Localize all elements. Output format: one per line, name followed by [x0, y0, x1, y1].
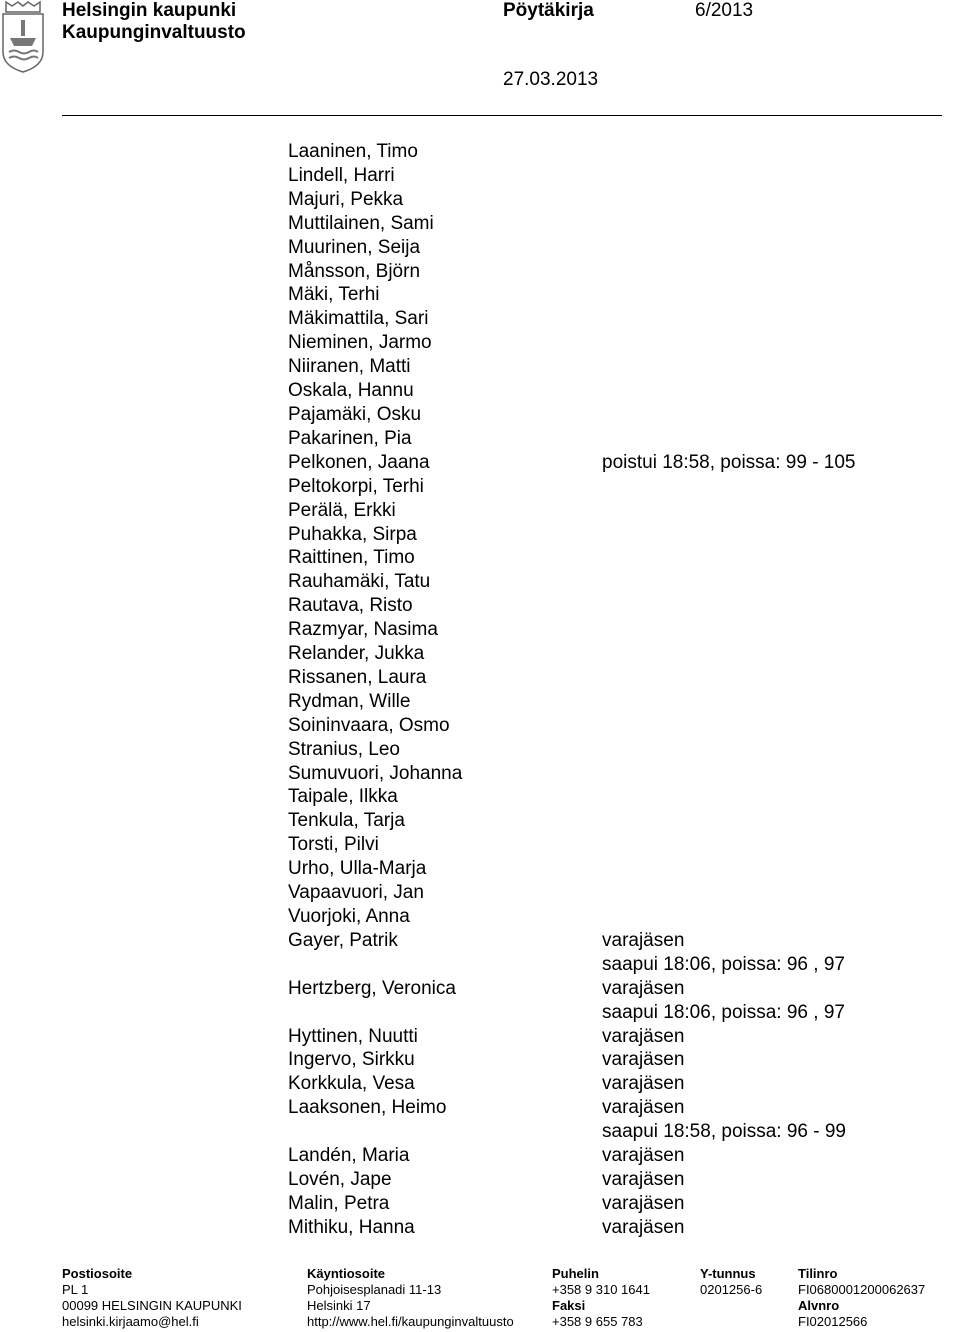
- attendance-note: saapui 18:06, poissa: 96 , 97: [602, 1001, 845, 1023]
- organization-name: Helsingin kaupunki: [62, 0, 237, 21]
- attendance-note: saapui 18:06, poissa: 96 , 97: [602, 953, 845, 975]
- attendance-row: [288, 785, 928, 809]
- member-name: Soininvaara, Osmo: [288, 714, 450, 736]
- footer-heading: Puhelin: [552, 1266, 599, 1281]
- member-name: Urho, Ulla-Marja: [288, 858, 427, 880]
- member-name: Puhakka, Sirpa: [288, 523, 417, 545]
- footer-phone: [552, 1266, 650, 1330]
- attendance-row: [288, 403, 928, 427]
- member-name: Gayer, Patrik: [288, 929, 398, 951]
- attendance-row: [288, 164, 928, 188]
- footer-heading: Y-tunnus: [700, 1266, 756, 1281]
- member-name: Pakarinen, Pia: [288, 427, 412, 449]
- footer-heading: Käyntiosoite: [307, 1266, 386, 1281]
- header-divider: [62, 115, 942, 116]
- footer-line: Helsinki 17: [307, 1298, 371, 1313]
- member-name: Razmyar, Nasima: [288, 619, 438, 641]
- attendance-row: [288, 857, 928, 881]
- attendance-row: [288, 953, 928, 977]
- attendance-row: [288, 809, 928, 833]
- member-name: Vapaavuori, Jan: [288, 882, 424, 904]
- footer-line: 0201256-6: [700, 1282, 763, 1297]
- attendance-row: [288, 475, 928, 499]
- attendance-row: [288, 212, 928, 236]
- footer-heading: Alvnro: [798, 1298, 840, 1313]
- attendance-note: varajäsen: [602, 1192, 685, 1214]
- attendance-row: [288, 1120, 928, 1144]
- attendance-row: [288, 355, 928, 379]
- attendance-note: varajäsen: [602, 1097, 685, 1119]
- member-name: Korkkula, Vesa: [288, 1073, 415, 1095]
- attendance-row: [288, 188, 928, 212]
- footer-business-id: [700, 1266, 762, 1298]
- attendance-row: [288, 1001, 928, 1025]
- member-name: Laaksonen, Heimo: [288, 1097, 447, 1119]
- footer-line: +358 9 310 1641: [552, 1282, 650, 1297]
- member-name: Perälä, Erkki: [288, 499, 396, 521]
- attendance-row: [288, 618, 928, 642]
- attendance-row: [288, 762, 928, 786]
- footer-line: PL 1: [62, 1282, 89, 1297]
- attendance-row: [288, 307, 928, 331]
- member-name: Lindell, Harri: [288, 164, 395, 186]
- member-name: Majuri, Pekka: [288, 188, 404, 210]
- member-name: Muurinen, Seija: [288, 236, 421, 258]
- footer-postal-address: [62, 1266, 242, 1330]
- attendance-note: varajäsen: [602, 1049, 685, 1071]
- member-name: Raittinen, Timo: [288, 547, 415, 569]
- footer-email[interactable]: helsinki.kirjaamo@hel.fi: [62, 1314, 199, 1329]
- member-name: Muttilainen, Sami: [288, 212, 434, 234]
- attendance-row: [288, 1025, 928, 1049]
- footer-line: FI0680001200062637: [798, 1282, 926, 1297]
- attendance-list: [288, 140, 928, 1240]
- member-name: Landén, Maria: [288, 1145, 410, 1167]
- attendance-row: [288, 523, 928, 547]
- attendance-row: [288, 379, 928, 403]
- member-name: Ingervo, Sirkku: [288, 1049, 415, 1071]
- attendance-row: [288, 905, 928, 929]
- member-name: Hertzberg, Veronica: [288, 977, 456, 999]
- document-type: Pöytäkirja: [503, 0, 594, 21]
- attendance-row: [288, 1072, 928, 1096]
- attendance-row: [288, 1216, 928, 1240]
- attendance-row: [288, 236, 928, 260]
- member-name: Oskala, Hannu: [288, 380, 414, 402]
- member-name: Mäkimattila, Sari: [288, 308, 429, 330]
- attendance-note: varajäsen: [602, 1073, 685, 1095]
- attendance-note: poistui 18:58, poissa: 99 - 105: [602, 451, 856, 473]
- attendance-row: [288, 714, 928, 738]
- attendance-row: [288, 427, 928, 451]
- attendance-note: varajäsen: [602, 929, 685, 951]
- member-name: Taipale, Ilkka: [288, 786, 398, 808]
- meeting-date: 27.03.2013: [503, 69, 599, 90]
- member-name: Rydman, Wille: [288, 690, 411, 712]
- member-name: Månsson, Björn: [288, 260, 421, 282]
- member-name: Tenkula, Tarja: [288, 810, 405, 832]
- footer-line: +358 9 655 783: [552, 1314, 643, 1329]
- attendance-note: varajäsen: [602, 1168, 685, 1190]
- attendance-note: saapui 18:58, poissa: 96 - 99: [602, 1121, 847, 1143]
- member-name: Peltokorpi, Terhi: [288, 475, 424, 497]
- attendance-note: varajäsen: [602, 1025, 685, 1047]
- member-name: Laaninen, Timo: [288, 141, 418, 162]
- attendance-row: [288, 570, 928, 594]
- attendance-row: [288, 690, 928, 714]
- attendance-row: [288, 1048, 928, 1072]
- attendance-note: varajäsen: [602, 1216, 685, 1238]
- member-name: Rautava, Risto: [288, 595, 413, 617]
- member-name: Rauhamäki, Tatu: [288, 571, 431, 593]
- attendance-row: [288, 140, 928, 164]
- member-name: Rissanen, Laura: [288, 666, 427, 688]
- footer-line: 00099 HELSINGIN KAUPUNKI: [62, 1298, 242, 1313]
- footer-url[interactable]: http://www.hel.fi/kaupunginvaltuusto: [307, 1314, 514, 1329]
- attendance-row: [288, 642, 928, 666]
- member-name: Sumuvuori, Johanna: [288, 762, 463, 784]
- attendance-row: [288, 1192, 928, 1216]
- member-name: Hyttinen, Nuutti: [288, 1025, 418, 1047]
- footer-heading: Tilinro: [798, 1266, 838, 1281]
- attendance-row: [288, 594, 928, 618]
- member-name: Niiranen, Matti: [288, 356, 411, 378]
- footer-line: Pohjoisesplanadi 11-13: [307, 1282, 442, 1297]
- footer-account: [798, 1266, 925, 1330]
- attendance-row: [288, 331, 928, 355]
- member-name: Torsti, Pilvi: [288, 834, 379, 856]
- footer-heading: Postiosoite: [62, 1266, 133, 1281]
- footer-heading: Faksi: [552, 1298, 586, 1313]
- attendance-row: [288, 546, 928, 570]
- helsinki-crest-logo: [0, 0, 46, 74]
- member-name: Lovén, Jape: [288, 1168, 392, 1190]
- attendance-row: [288, 881, 928, 905]
- council-name: Kaupunginvaltuusto: [62, 22, 246, 43]
- attendance-row: [288, 283, 928, 307]
- footer-line: FI02012566: [798, 1314, 868, 1329]
- attendance-note: varajäsen: [602, 1145, 685, 1167]
- attendance-row: [288, 1144, 928, 1168]
- attendance-row: [288, 1096, 928, 1120]
- footer-visiting-address: [307, 1266, 514, 1330]
- member-name: Nieminen, Jarmo: [288, 332, 432, 354]
- attendance-row: [288, 499, 928, 523]
- attendance-note: varajäsen: [602, 977, 685, 999]
- attendance-row: [288, 451, 928, 475]
- attendance-row: [288, 1168, 928, 1192]
- member-name: Mäki, Terhi: [288, 284, 380, 306]
- member-name: Pelkonen, Jaana: [288, 451, 430, 473]
- attendance-row: [288, 260, 928, 284]
- attendance-row: [288, 833, 928, 857]
- document-number: 6/2013: [695, 0, 754, 21]
- member-name: Stranius, Leo: [288, 738, 400, 760]
- member-name: Relander, Jukka: [288, 643, 425, 665]
- attendance-row: [288, 666, 928, 690]
- attendance-row: [288, 977, 928, 1001]
- attendance-row: [288, 738, 928, 762]
- member-name: Malin, Petra: [288, 1192, 390, 1214]
- attendance-row: [288, 929, 928, 953]
- member-name: Pajamäki, Osku: [288, 403, 422, 425]
- member-name: Mithiku, Hanna: [288, 1216, 415, 1238]
- member-name: Vuorjoki, Anna: [288, 906, 410, 927]
